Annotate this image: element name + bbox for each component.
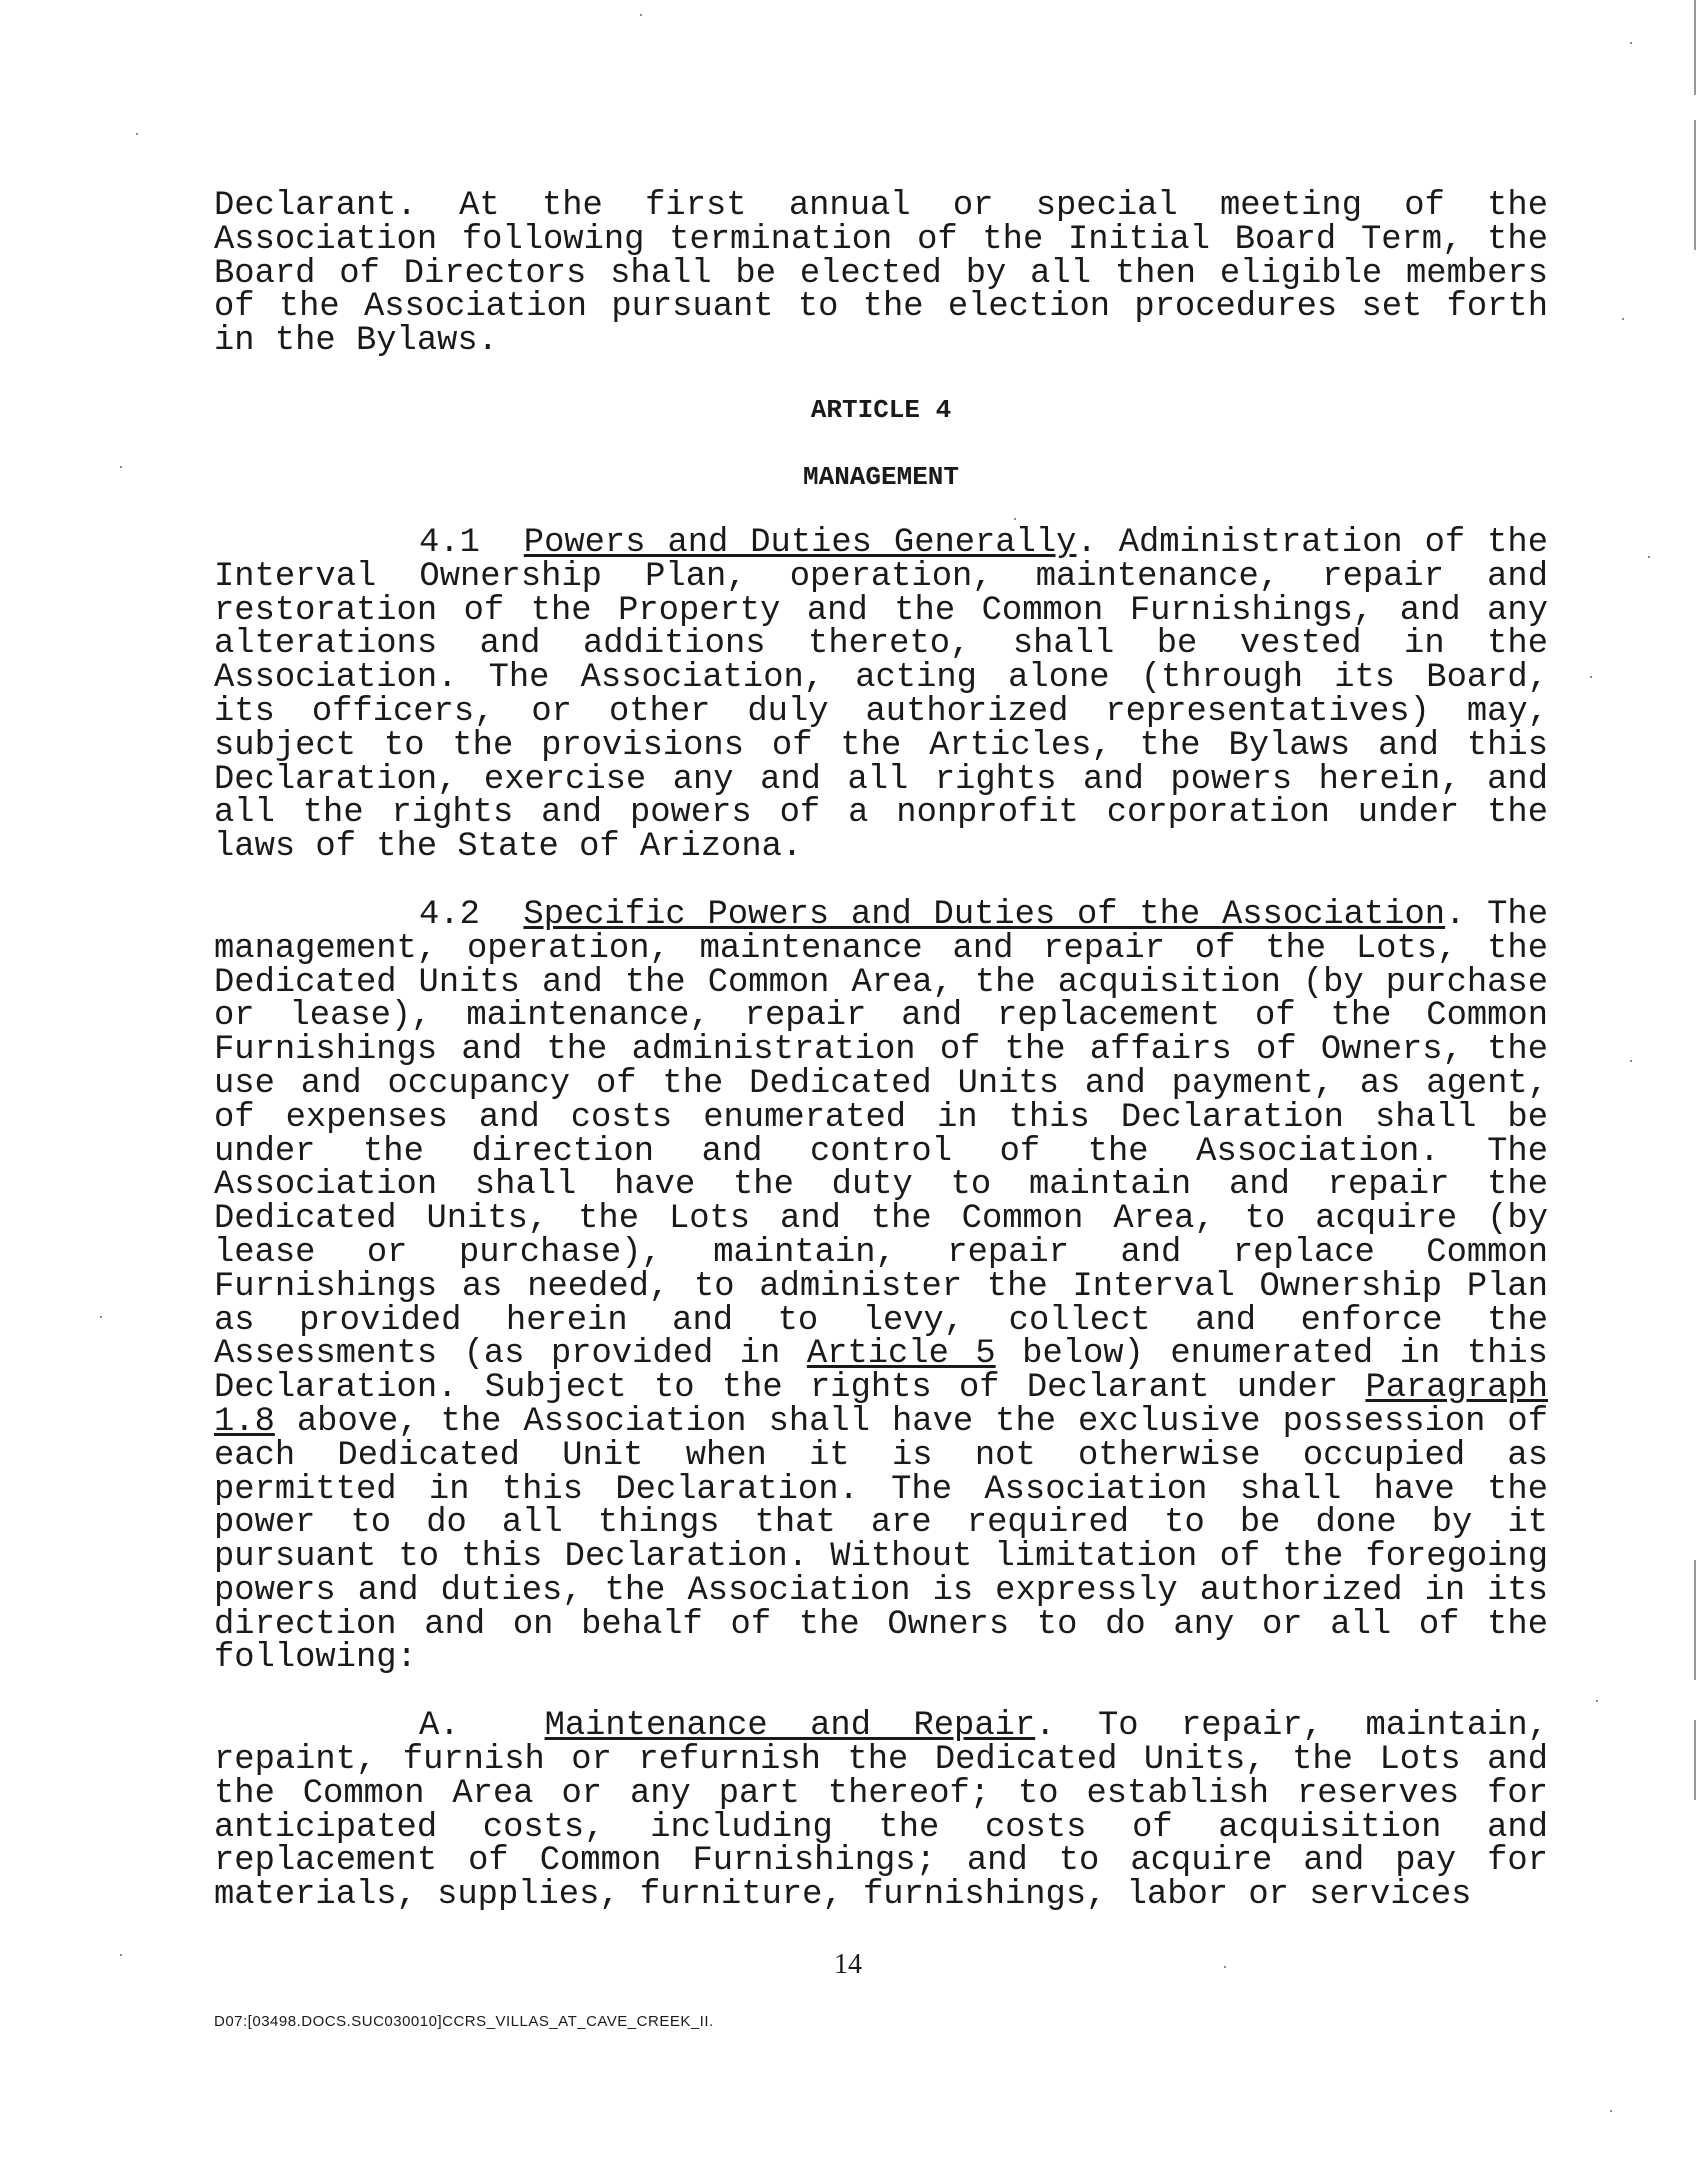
paragraph-1-8-reference: Paragraph 1.8: [214, 1369, 1548, 1441]
section-4-2-heading: Specific Powers and Duties of the Association: [523, 895, 1446, 934]
scan-speck: [1596, 1700, 1598, 1702]
scan-speck: [1014, 518, 1016, 520]
scan-speck: [136, 133, 138, 135]
scan-speck: [640, 14, 642, 16]
scan-speck: [120, 1954, 122, 1956]
intro-paragraph: Declarant. At the first annual or special meeting of the Association following termination of the Initial Board Term, the Board of Directors shall be elected by all then eligible members of the Association pursuant to the election procedures set forth in the Bylaws.: [214, 187, 1548, 361]
scan-speck: [1622, 318, 1624, 320]
section-4-2-number: 4.2: [419, 895, 480, 934]
scan-speck: [1630, 1060, 1632, 1062]
section-4-2-body-part2: below) enumerated in this Declaration. Subject to the rights of Declarant under: [214, 1335, 1548, 1408]
subsection-a-body: . To repair, maintain, repaint, furnish or refurnish the Dedicated Units, the Lots and the Common Area or any part thereof; to establish reserves for anticipated costs, including the costs of acquisition and replacement of Common Furnishings; and to acquire and pay for materials, supplies, furniture, furnishings, labor or services: [214, 1707, 1548, 1915]
scan-speck: [1648, 556, 1650, 558]
article-title: ARTICLE 4: [810, 394, 952, 425]
section-4-1-number: 4.1: [419, 523, 480, 562]
subsection-a-letter: A.: [419, 1707, 460, 1746]
scan-speck: [1610, 2110, 1612, 2112]
section-4-2-body-part3: above, the Association shall have the exclusive possession of each Dedicated Unit when it is not otherwise occupied as permitted in this Declaration. The Association shall have the power to do all things that are required to be done by it pursuant to this Declaration. Without limitation of the foregoing powers and duties, the Association is expressly authorized in its direction and on behalf of the Owners to do any or all of the following:: [214, 1402, 1548, 1678]
section-4-1-body: . Administration of the Interval Ownership Plan, operation, maintenance, repair and restoration of the Property and the Common Furnishings, and any alterations and additions thereto, shall be vested in the Association. The Association, acting alone (through its Board, its officers, or other duly authorized representatives) may, subject to the provisions of the Articles, the Bylaws and this Declaration, exercise any and all rights and powers herein, and all the rights and powers of a nonprofit corporation under the laws of the State of Arizona.: [214, 523, 1548, 867]
subsection-a-heading: Maintenance and Repair: [544, 1707, 1036, 1746]
section-4-2-body-part1: . The management, operation, maintenance and repair of the Lots, the Dedicated Units and the Common Area, the acquisition (by purchase or lease), maintenance, repair and replacement of the Common Furnishings and the administration of the affairs of Owners, the use and occupancy of the Dedicated Units and payment, as agent, of expenses and costs enumerated in this Declaration shall be under the direction and control of the Association. The Association shall have the duty to maintain and repair the Dedicated Units, the Lots and the Common Area, to acquire (by lease or purchase), maintain, repair and replace Common Furnishings as needed, to administer the Interval Ownership Plan as provided herein and to levy, collect and enforce the Assessments (as provided in: [214, 895, 1548, 1374]
document-page: [214, 187, 1548, 1915]
scan-speck: [1630, 42, 1632, 44]
article-5-reference: Article 5: [806, 1335, 996, 1374]
scan-speck: [100, 1316, 102, 1318]
subsection-a: [214, 1707, 1548, 1915]
document-footer: D07:[03498.DOCS.SUC030010]CCRS_VILLAS_AT_CAVE_CREEK_II.: [214, 2013, 714, 2030]
section-4-1: [214, 523, 1548, 867]
scan-speck: [1224, 1966, 1226, 1968]
scan-speck: [1590, 676, 1592, 678]
article-subtitle: MANAGEMENT: [802, 461, 960, 492]
section-4-2: [214, 895, 1548, 1678]
scan-speck: [120, 466, 122, 468]
page-number: 14: [834, 1949, 862, 1980]
section-4-1-heading: Powers and Duties Generally: [523, 523, 1077, 562]
